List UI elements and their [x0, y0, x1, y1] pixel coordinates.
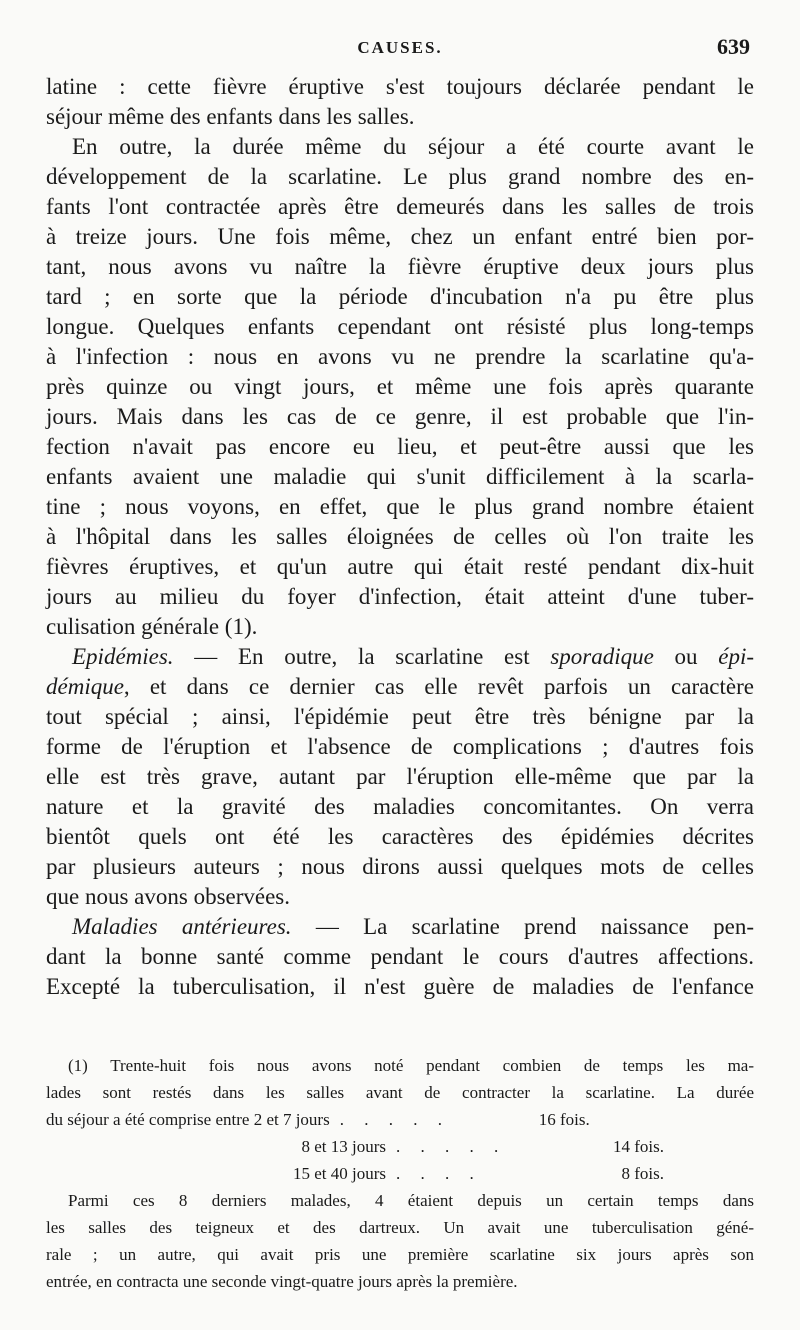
text-line: par plusieurs auteurs ; nous dirons aussi quelques mots de celles	[46, 854, 754, 879]
footnote-table-row	[46, 1133, 754, 1160]
count-value: 8 fois.	[621, 1164, 664, 1183]
footnote-line: entrée, en contracta une seconde vingt-quatre jours après la première.	[46, 1272, 518, 1291]
italic-run: sporadique	[550, 644, 654, 669]
text-run: ou	[653, 644, 719, 669]
text-line: culisation générale (1).	[46, 614, 258, 639]
range-value: 15 et 40 jours	[292, 1164, 386, 1183]
text-line: elle est très grave, autant par l'éruption elle-même que par la	[46, 764, 754, 789]
page-number: 639	[717, 34, 750, 59]
text-run: , et dans ce dernier cas elle revêt parfois un caractère	[123, 674, 754, 699]
page-header	[46, 34, 754, 68]
text-line: tout spécial ; ainsi, l'épidémie peut être très bénigne par la	[46, 704, 754, 729]
text-line: tard ; en sorte que la période d'incubation n'a pu être plus	[46, 284, 754, 309]
text-line: tine ; nous voyons, en effet, que le plus grand nombre étaient	[46, 494, 754, 519]
text-line: forme de l'éruption et l'absence de complications ; d'autres fois	[46, 734, 754, 759]
footnote-line: rale ; un autre, qui avait pris une première scarlatine six jours après son	[46, 1245, 754, 1264]
count-value: 14 fois.	[613, 1137, 664, 1156]
footnote-table-row	[46, 1160, 754, 1187]
text-run: — En outre, la scarlatine est	[173, 644, 551, 669]
body-text	[46, 72, 754, 1002]
section-heading: Maladies antérieures.	[72, 914, 292, 939]
text-line: fection n'avait pas encore eu lieu, et peut-être aussi que les	[46, 434, 754, 459]
footnote	[46, 1052, 754, 1295]
text-run: — La scarlatine prend naissance pen-	[291, 914, 754, 939]
footnote-table-row	[46, 1106, 754, 1133]
text-line: enfants avaient une maladie qui s'unit difficilement à la scarla-	[46, 464, 754, 489]
text-line	[46, 642, 754, 672]
footnote-line: (1) Trente-huit fois nous avons noté pendant combien de temps les ma-	[68, 1056, 754, 1075]
italic-run: démique	[46, 674, 124, 699]
running-head: CAUSES.	[357, 38, 443, 57]
text-line: à treize jours. Une fois même, chez un enfant entré bien por-	[46, 224, 754, 249]
text-line	[46, 912, 754, 942]
footnote-line: les salles des teigneux et des dartreux. Un avait une tuberculisation géné-	[46, 1218, 754, 1237]
text-line: tant, nous avons vu naître la fièvre éruptive deux jours plus	[46, 254, 754, 279]
text-line: fants l'ont contractée après être demeurés dans les salles de trois	[46, 194, 754, 219]
range-value: 8 et 13 jours	[301, 1137, 386, 1156]
text-line: à l'infection : nous en avons vu ne prendre la scarlatine qu'a-	[46, 344, 754, 369]
text-line: fièvres éruptives, et qu'un autre qui était resté pendant dix-huit	[46, 554, 754, 579]
footnote-line: du séjour a été comprise entre 2 et 7 jours	[46, 1110, 330, 1129]
text-line: à l'hôpital dans les salles éloignées de celles où l'on traite les	[46, 524, 754, 549]
leader-dots: . . . . .	[396, 1137, 507, 1156]
text-line: longue. Quelques enfants cependant ont résisté plus long-temps	[46, 314, 754, 339]
text-line: nature et la gravité des maladies concomitantes. On verra	[46, 794, 754, 819]
section-heading: Epidémies.	[72, 644, 174, 669]
text-line: que nous avons observées.	[46, 884, 291, 909]
text-line: près quinze ou vingt jours, et même une fois après quarante	[46, 374, 754, 399]
text-line: jours au milieu du foyer d'infection, était atteint d'une tuber-	[46, 584, 754, 609]
text-line: séjour même des enfants dans les salles.	[46, 104, 415, 129]
text-line: dant la bonne santé comme pendant le cours d'autres affections.	[46, 944, 754, 969]
leader-dots: . . . . .	[339, 1110, 450, 1129]
text-line: bientôt quels ont été les caractères des épidémies décrites	[46, 824, 754, 849]
footnote-line: Parmi ces 8 derniers malades, 4 étaient depuis un certain temps dans	[68, 1191, 754, 1210]
leader-dots: . . . .	[396, 1164, 482, 1183]
text-line: développement de la scarlatine. Le plus grand nombre des en-	[46, 164, 754, 189]
count-value: 16 fois.	[538, 1110, 590, 1129]
text-line: jours. Mais dans les cas de ce genre, il est probable que l'in-	[46, 404, 754, 429]
text-line	[46, 672, 754, 702]
text-line: latine : cette fièvre éruptive s'est toujours déclarée pendant le	[46, 74, 754, 99]
italic-run: épi-	[718, 644, 755, 669]
text-line: Excepté la tuberculisation, il n'est guère de maladies de l'enfance	[46, 974, 754, 999]
text-line: En outre, la durée même du séjour a été courte avant le	[72, 134, 754, 159]
footnote-line: lades sont restés dans les salles avant de contracter la scarlatine. La durée	[46, 1083, 754, 1102]
